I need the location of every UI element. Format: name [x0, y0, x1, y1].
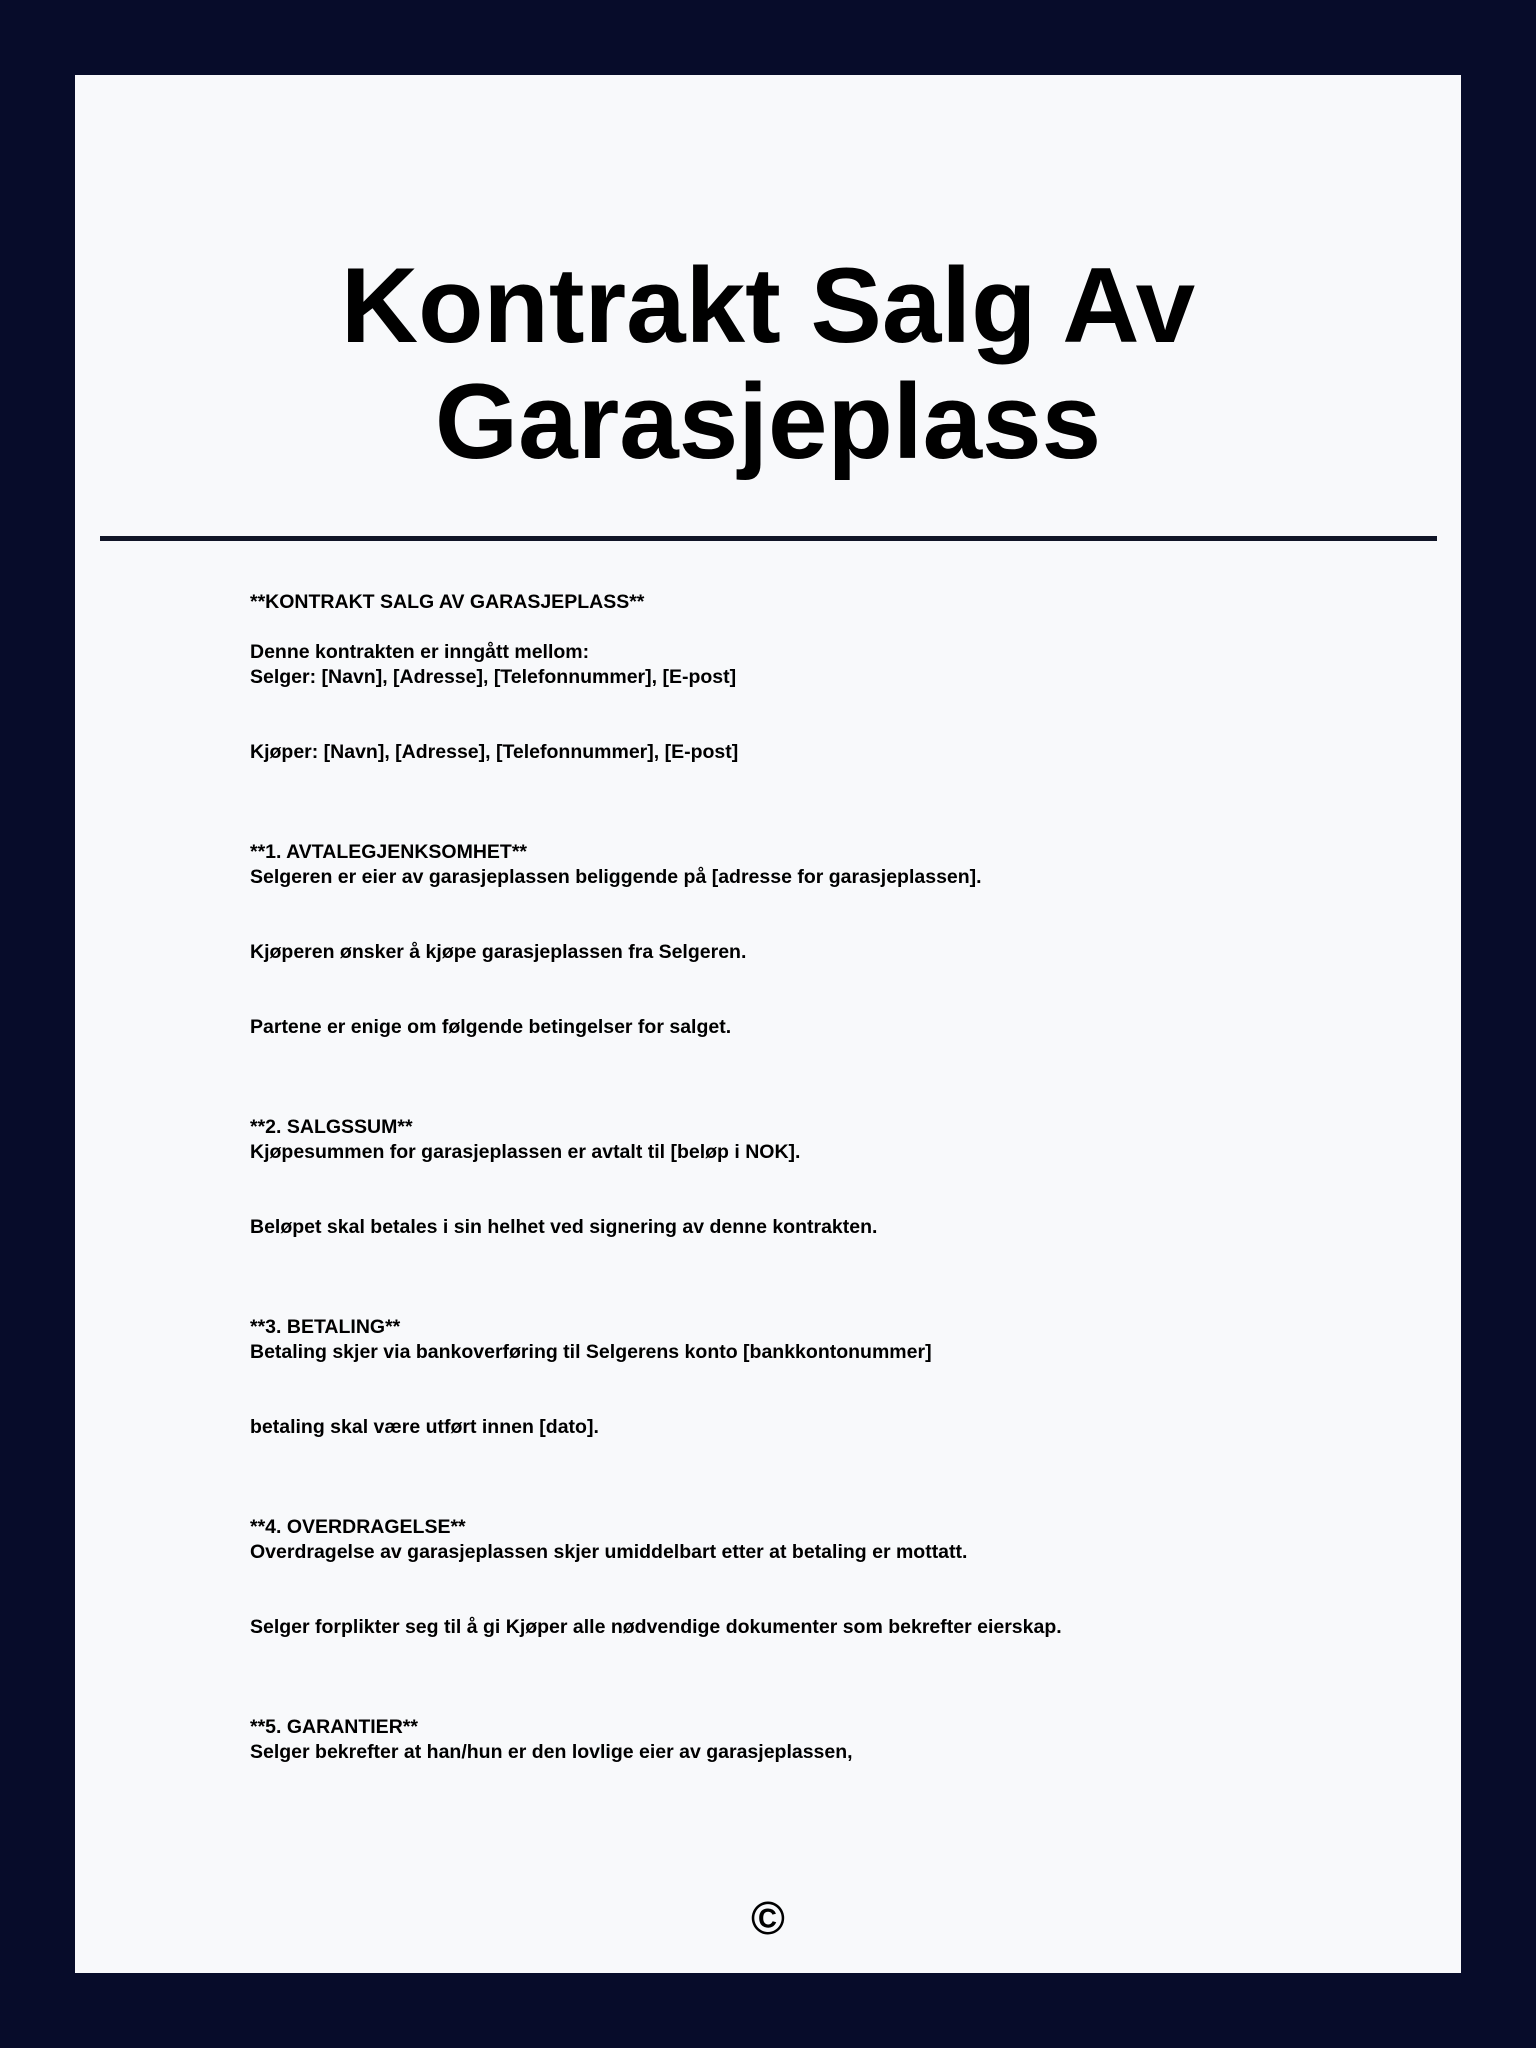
title-divider [100, 536, 1437, 541]
document-page [75, 75, 1461, 1973]
copyright-symbol: © [751, 1892, 785, 1944]
document-title: Kontrakt Salg Av Garasjeplass [340, 245, 1196, 481]
contract-body-text: **KONTRAKT SALG AV GARASJEPLASS** Denne kontrakten er inngått mellom: Selger: [Navn], [Adresse], [Telefonnummer], [E-post] Kjøper: [Navn], [Adresse], [Telefonnummer], [E-post] **1. AVTALEGJENKSOMHET** Selgeren er eier av garasjeplassen beliggende på [adresse for garasjeplassen]. Kjøperen ønsker å kjøpe garasjeplassen fra Selgeren. Partene er enige om følgende betingelser for salget. **2. SALGSSUM** Kjøpesummen for garasjeplassen er avtalt til [beløp i NOK]. Beløpet skal betales i sin helhet ved signering av denne kontrakten. **3. BETALING** Betaling skjer via bankoverføring til Selgerens konto [bankkontonummer] betaling skal være utført innen [dato]. **4. OVERDRAGELSE** Overdragelse av garasjeplassen skjer umiddelbart etter at betaling er mottatt. Selger forplikter seg til å gi Kjøper alle nødvendige dokumenter som bekrefter eierskap. **5. GARANTIER** Selger bekrefter at han/hun er den lovlige eier av garasjeplassen, [250, 591, 1062, 1763]
